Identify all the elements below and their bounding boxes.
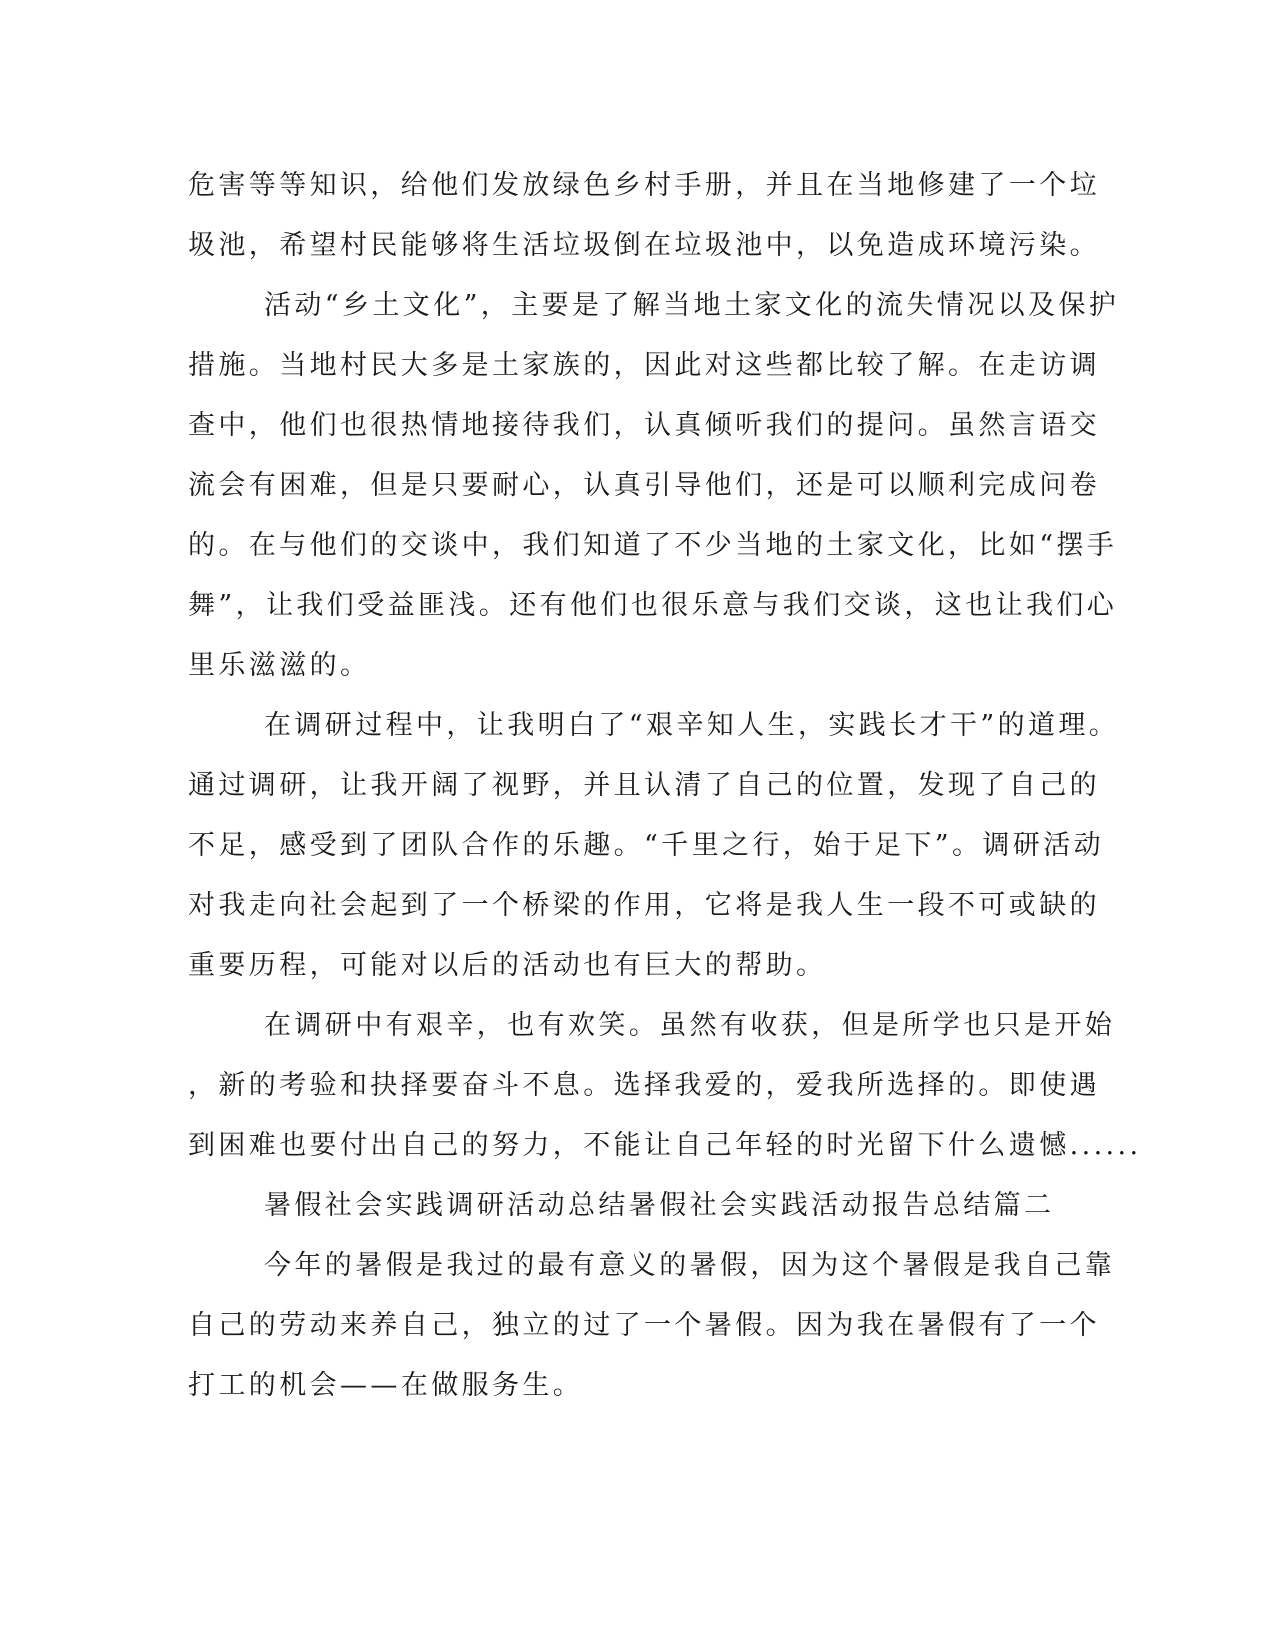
paragraph — [188, 696, 1120, 996]
heading-line: 暑假社会实践调研活动总结暑假社会实践活动报告总结篇二 — [264, 1190, 1055, 1221]
document-body — [188, 156, 1142, 1416]
text-line: ，新的考验和抉择要奋斗不息。选择我爱的，爱我所选择的。即使遇 — [188, 1070, 1100, 1101]
text-line: 自己的劳动来养自己，独立的过了一个暑假。因为我在暑假有了一个 — [188, 1310, 1100, 1341]
text-line: 通过调研，让我开阔了视野，并且认清了自己的位置，发现了自己的 — [188, 770, 1100, 801]
text-line: 流会有困难，但是只要耐心，认真引导他们，还是可以顺利完成问卷 — [188, 470, 1100, 501]
text-line: 活动“乡土文化”，主要是了解当地土家文化的流失情况以及保护 — [264, 290, 1120, 321]
text-line: 危害等等知识，给他们发放绿色乡村手册，并且在当地修建了一个垃 — [188, 170, 1100, 201]
text-line: 到困难也要付出自己的努力，不能让自己年轻的时光留下什么遗憾...... — [188, 1130, 1142, 1161]
text-line: 舞”，让我们受益匪浅。还有他们也很乐意与我们交谈，这也让我们心 — [188, 590, 1118, 621]
text-line: 圾池，希望村民能够将生活垃圾倒在垃圾池中，以免造成环境污染。 — [188, 230, 1100, 261]
text-line: 在调研过程中，让我明白了“艰辛知人生，实践长才干”的道理。 — [264, 710, 1120, 741]
text-line: 对我走向社会起到了一个桥梁的作用，它将是我人生一段不可或缺的 — [188, 890, 1100, 921]
text-line: 重要历程，可能对以后的活动也有巨大的帮助。 — [188, 950, 827, 981]
text-line: 打工的机会——在做服务生。 — [188, 1370, 584, 1401]
paragraph — [188, 1236, 1116, 1416]
text-line: 不足，感受到了团队合作的乐趣。“千里之行，始于足下”。调研活动 — [188, 830, 1105, 861]
text-line: 查中，他们也很热情地接待我们，认真倾听我们的提问。虽然言语交 — [188, 410, 1100, 441]
text-line: 措施。当地村民大多是土家族的，因此对这些都比较了解。在走访调 — [188, 350, 1100, 381]
text-line: 里乐滋滋的。 — [188, 650, 371, 681]
text-line: 的。在与他们的交谈中，我们知道了不少当地的土家文化，比如“摆手 — [188, 530, 1118, 561]
text-line: 在调研中有艰辛，也有欢笑。虽然有收获，但是所学也只是开始 — [264, 1010, 1116, 1041]
section-heading — [188, 1176, 1068, 1236]
paragraph — [188, 996, 1142, 1176]
text-line: 今年的暑假是我过的最有意义的暑假，因为这个暑假是我自己靠 — [264, 1250, 1116, 1281]
paragraph — [188, 276, 1120, 696]
paragraph — [188, 156, 1100, 276]
